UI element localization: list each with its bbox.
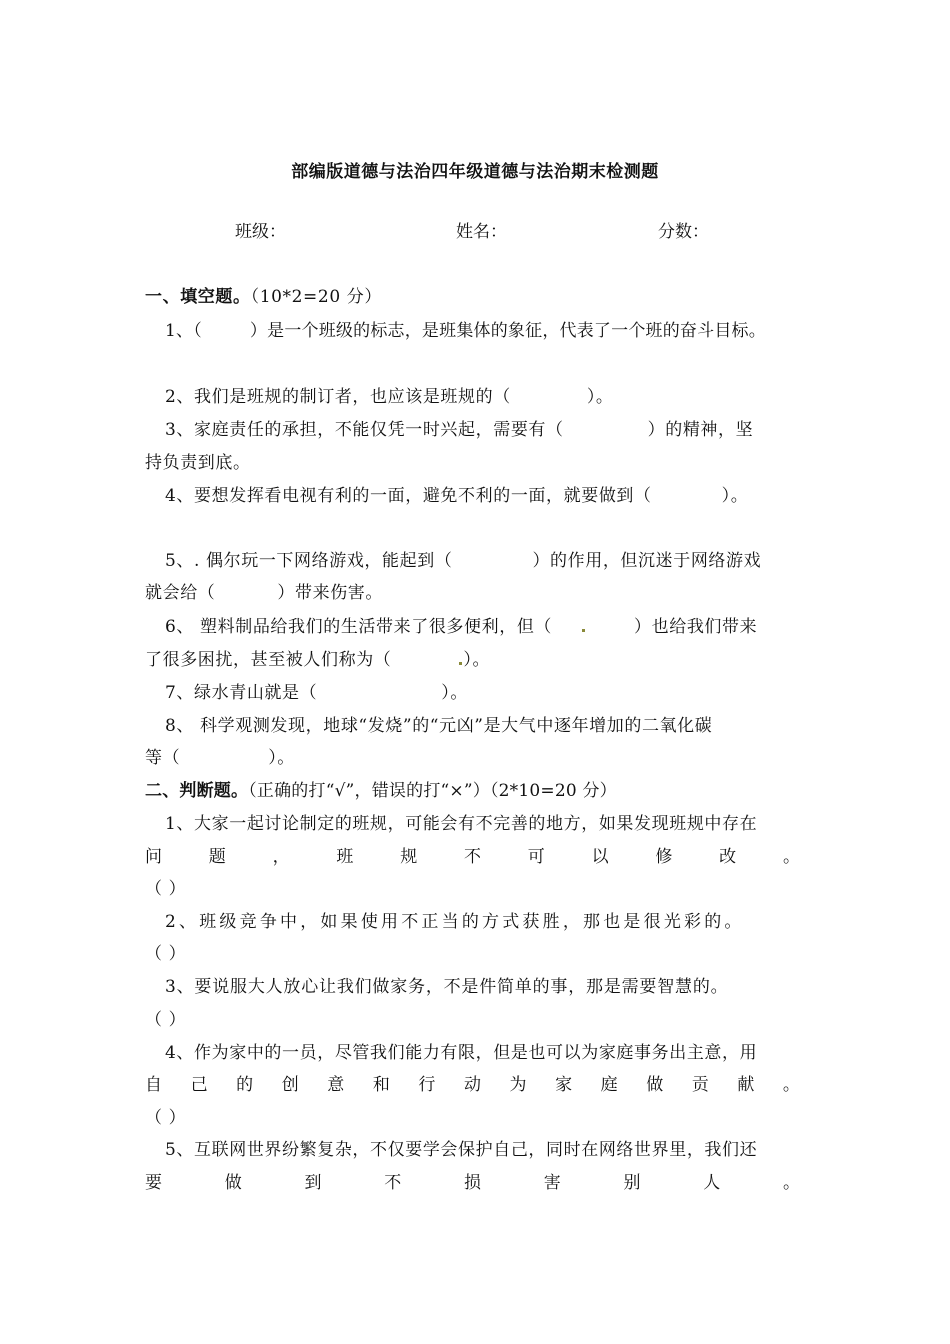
justified-char: 。 [782,847,800,867]
fill-question-5-cont: 就会给（ ）带来伤害。 [145,583,384,603]
section2-heading: 二、判断题。 [145,781,249,801]
justified-char: 要 [145,1173,162,1193]
justified-char: 规 [400,847,418,867]
fill-question-6-cont: 了很多困扰，甚至被人们称为（ ）。 [145,650,491,670]
justified-char: 不 [384,1173,402,1193]
justified-char: 损 [464,1173,481,1193]
judge-question-1-cont [145,842,800,867]
fill-question-7: 7、绿水青山就是（ ）。 [165,683,468,703]
justified-char: 为 [509,1075,527,1095]
fill-question-4: 4、要想发挥看电视有利的一面，避免不利的一面，就要做到（ ）。 [165,486,749,506]
justified-char: 改 [719,847,737,867]
justified-char: ， [272,847,290,867]
section2-heading-line [145,776,617,801]
judge-question-5: 5、互联网世界纷繁复杂，不仅要学会保护自己，同时在网络世界里，我们还 [165,1140,758,1160]
justified-char: 到 [304,1173,322,1193]
justified-char: 人 [703,1173,721,1193]
judge-question-4-cont [145,1070,800,1095]
fill-question-3-cont: 持负责到底。 [145,453,251,473]
judge-answer-2: （ ） [145,944,187,964]
justified-char: 。 [783,1173,800,1193]
justified-char: 庭 [600,1075,618,1095]
fill-question-2: 2、我们是班规的制订者，也应该是班规的（ ）。 [165,387,614,407]
section1-heading-line [145,282,382,307]
judge-question-5-cont [145,1168,800,1193]
fill-question-5: 5、. 偶尔玩一下网络游戏，能起到（ ）的作用，但沉迷于网络游戏 [165,551,762,571]
justified-char: 的 [236,1075,254,1095]
judge-answer-1: （ ） [145,879,187,899]
fill-question-8: 8、 科学观测发现，地球“发烧”的“元凶”是大气中逐年增加的二氧化碳 [165,716,713,736]
justified-char: 别 [623,1173,641,1193]
judge-question-4: 4、作为家中的一员，尽管我们能力有限，但是也可以为家庭事务出主意，用 [165,1043,758,1063]
judge-question-1: 1、大家一起讨论制定的班规，可能会有不完善的地方，如果发现班规中存在 [165,814,758,834]
fill-question-8-cont: 等（ ）。 [145,748,295,768]
name-label: 姓名： [456,222,507,242]
justified-char: 班 [336,847,354,867]
justified-char: 做 [224,1173,242,1193]
justified-char: 家 [555,1075,573,1095]
justified-char: 意 [327,1075,345,1095]
justified-char: 做 [646,1075,664,1095]
justified-char: 自 [145,1075,162,1095]
class-label: 班级： [235,222,286,242]
section1-points: （10*2=20 分） [250,287,382,307]
section1-heading: 一、填空题。 [145,287,251,307]
justified-char: 题 [208,847,226,867]
justified-char: 己 [190,1075,208,1095]
justified-char: 和 [372,1075,390,1095]
judge-question-2: 2、班级竞争中，如果使用不正当的方式获胜，那也是很光彩的。 [165,912,745,932]
fill-question-1: 1、（ ）是一个班级的标志，是班集体的象征，代表了一个班的奋斗目标。 [165,321,766,341]
section2-points: （正确的打“√”，错误的打“×”）（2*10=20 分） [248,781,617,801]
justified-char: 问 [145,847,162,867]
justified-char: 修 [655,847,673,867]
judge-question-3: 3、要说服大人放心让我们做家务，不是件简单的事，那是需要智慧的。 [165,977,729,997]
justified-char: 创 [281,1075,299,1095]
justified-char: 贡 [691,1075,709,1095]
score-label: 分数： [658,222,709,242]
justified-char: 。 [782,1075,800,1095]
justified-char: 不 [463,847,481,867]
justified-char: 可 [527,847,545,867]
justified-char: 动 [463,1075,481,1095]
fill-question-3: 3、家庭责任的承担，不能仅凭一时兴起，需要有（ ）的精神，坚 [165,420,754,440]
judge-answer-3: （ ） [145,1010,187,1030]
justified-char: 献 [737,1075,755,1095]
judge-answer-4: （ ） [145,1108,187,1128]
justified-char: 害 [543,1173,561,1193]
fill-question-6: 6、 塑料制品给我们的生活带来了很多便利，但（ ）也给我们带来 [165,617,758,637]
justified-char: 以 [591,847,609,867]
justified-char: 行 [418,1075,436,1095]
page-title: 部编版道德与法治四年级道德与法治期末检测题 [291,162,659,182]
